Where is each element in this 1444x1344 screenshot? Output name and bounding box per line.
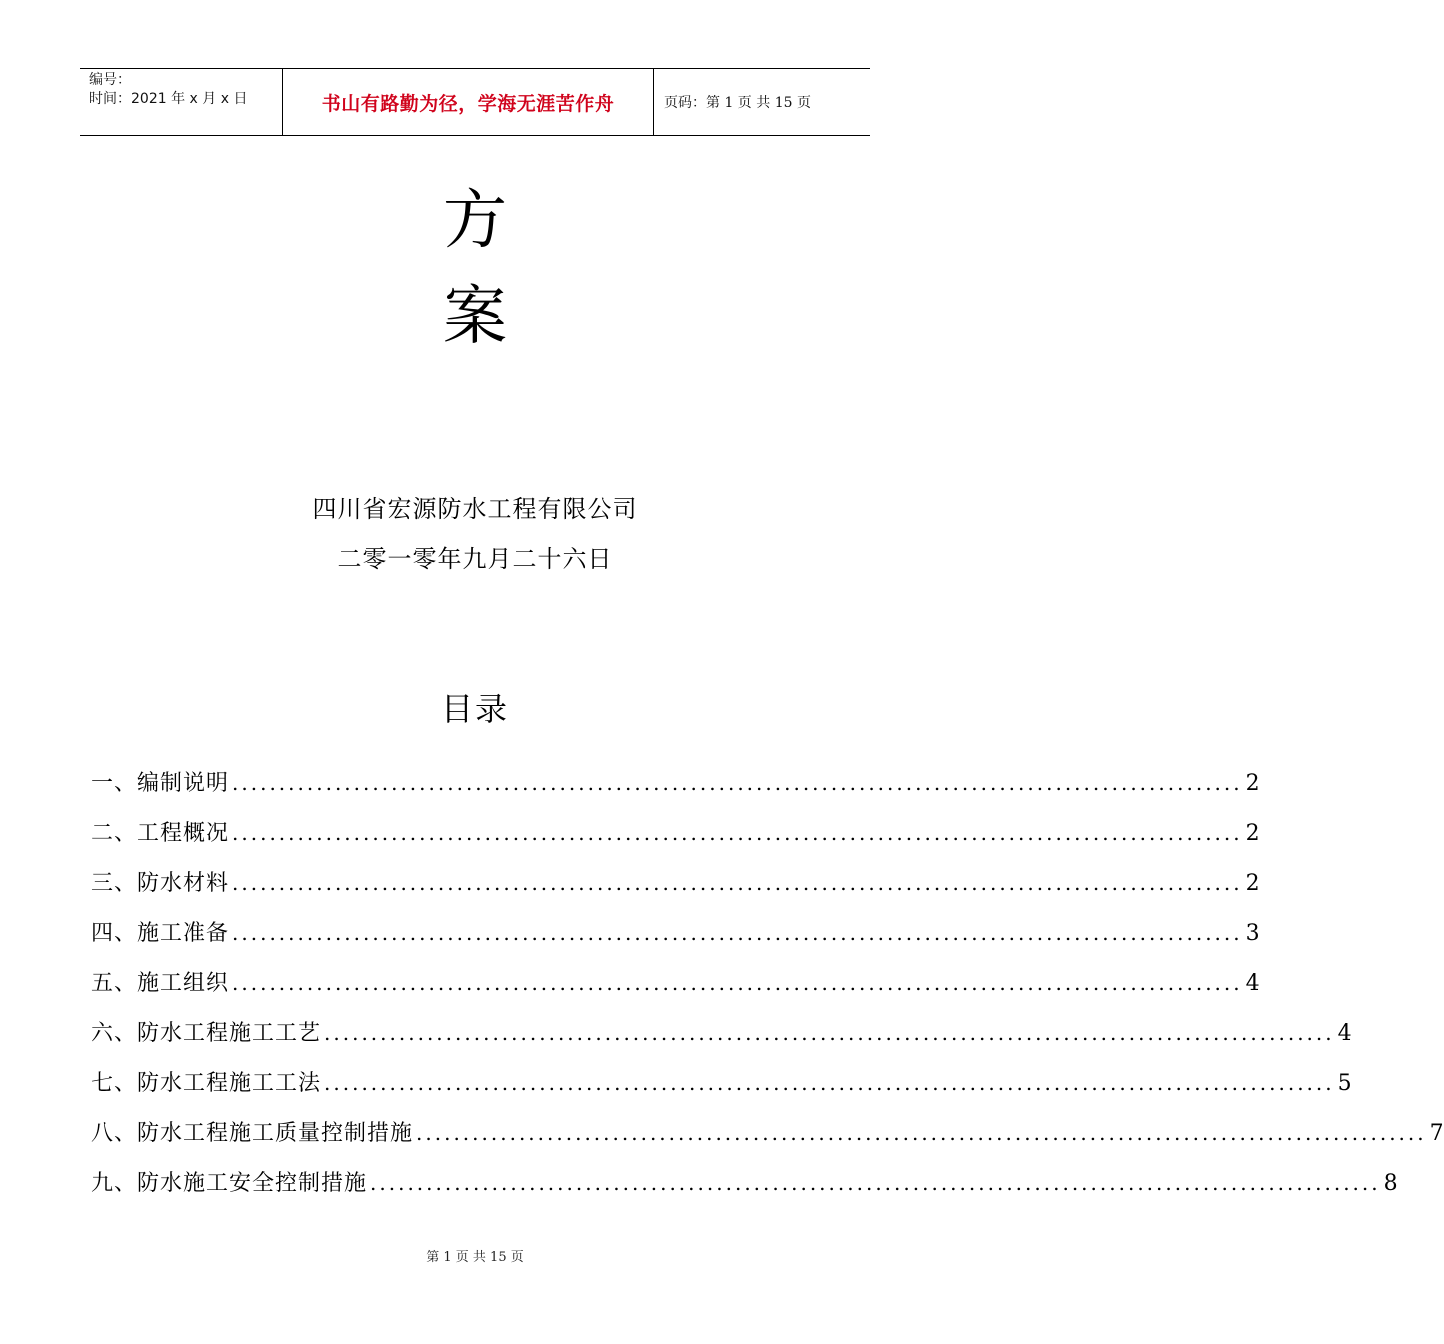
toc-entry-label: 五、施工组织 [91,971,230,996]
toc-leader-dots: ............................................................................................................ [232,921,1243,945]
toc-entry[interactable] [91,1168,1398,1218]
toc-entry-label: 四、施工准备 [91,921,230,946]
toc-entry[interactable] [91,918,1260,968]
toc-entry-page: 5 [1337,1071,1352,1096]
toc-entry-page: 8 [1383,1171,1398,1196]
toc-entry-page: 3 [1245,921,1260,946]
toc-leader-dots: ............................................................................................................ [416,1121,1427,1145]
page-footer: 第 1 页 共 15 页 [426,1250,524,1265]
toc-entry-label: 一、编制说明 [91,771,230,796]
toc-entry[interactable] [91,868,1260,918]
toc-entry-label: 二、工程概况 [91,821,230,846]
toc-entry-page: 4 [1337,1021,1352,1046]
toc-entry-page: 2 [1245,771,1260,796]
toc-leader-dots: ............................................................................................................ [232,871,1243,895]
toc-leader-dots: ............................................................................................................ [232,821,1243,845]
toc-leader-dots: ............................................................................................................ [370,1171,1381,1195]
toc-entry-label: 七、防水工程施工工法 [91,1071,322,1096]
page-header [80,68,870,136]
toc-entry-page: 2 [1245,821,1260,846]
toc-entry-page: 4 [1245,971,1260,996]
toc-entry[interactable] [91,968,1260,1018]
toc-leader-dots: ............................................................................................................ [232,971,1243,995]
document-number-label: 编号： [89,72,131,88]
toc-title: 目录 [440,690,509,728]
toc-entry[interactable] [91,818,1260,868]
document-date: 二零一零年九月二十六日 [337,545,613,573]
toc-entry[interactable] [91,1118,1444,1168]
toc-entry-label: 九、防水施工安全控制措施 [91,1171,368,1196]
table-of-contents [91,768,1444,1218]
toc-entry[interactable] [91,768,1260,818]
toc-entry[interactable] [91,1068,1352,1118]
title-char-1: 方 [443,184,507,258]
company-name: 四川省宏源防水工程有限公司 [312,495,638,523]
toc-entry-label: 八、防水工程施工质量控制措施 [91,1121,414,1146]
toc-entry-page: 7 [1429,1121,1444,1146]
toc-entry[interactable] [91,1018,1352,1068]
toc-entry-page: 2 [1245,871,1260,896]
toc-entry-label: 三、防水材料 [91,871,230,896]
header-meta [80,69,282,135]
toc-entry-label: 六、防水工程施工工艺 [91,1021,322,1046]
title-char-2: 案 [443,280,507,354]
toc-leader-dots: ............................................................................................................ [324,1071,1335,1095]
header-motto: 书山有路勤为径，学海无涯苦作舟 [282,69,654,135]
toc-leader-dots: ............................................................................................................ [232,771,1243,795]
toc-leader-dots: ............................................................................................................ [324,1021,1335,1045]
document-time-label: 时间：2021 年 x 月 x 日 [89,91,248,107]
header-page-info: 页码：第 1 页 共 15 页 [664,95,811,111]
